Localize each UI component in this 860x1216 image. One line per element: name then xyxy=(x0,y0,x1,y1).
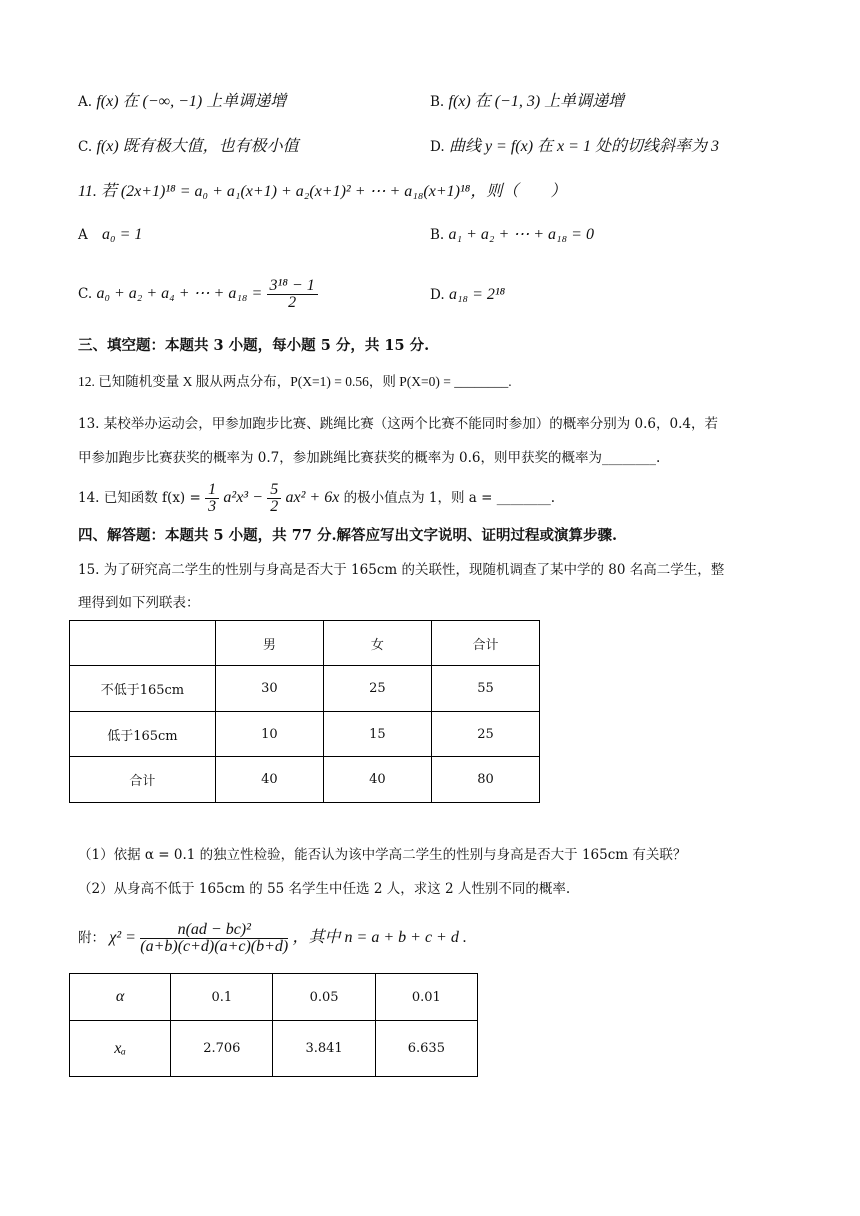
fraction xyxy=(267,482,281,515)
choice-10-d xyxy=(430,137,719,157)
table-cell: 40 xyxy=(323,757,431,803)
question-14 xyxy=(78,478,555,518)
table-cell: 25 xyxy=(431,712,539,757)
fraction xyxy=(205,482,219,515)
table-cell: 男 xyxy=(215,621,323,666)
table-cell: xₐ xyxy=(70,1021,171,1077)
choice-11-c xyxy=(78,274,318,314)
fraction-denominator: 3 xyxy=(208,498,217,515)
choice-letter: C. xyxy=(78,139,93,155)
question-13-line2: 甲参加跑步比赛获奖的概率为 0.7，参加跳绳比赛获奖的概率为 0.6，则甲获奖的概率为________. xyxy=(78,450,661,466)
table-cell: 0.01 xyxy=(375,974,477,1021)
table-cell: 55 xyxy=(431,666,539,712)
contingency-table xyxy=(69,620,540,803)
fraction-numerator: n(ad − bc)² xyxy=(140,922,288,939)
table-cell: 10 xyxy=(215,712,323,757)
fraction-numerator: 1 xyxy=(205,482,219,499)
table-cell: 40 xyxy=(215,757,323,803)
fraction xyxy=(140,922,288,955)
table-cell: 6.635 xyxy=(375,1021,477,1077)
choice-10-a xyxy=(78,92,286,112)
question-14-term: ax² + 6x xyxy=(285,489,340,506)
table-cell: 15 xyxy=(323,712,431,757)
choice-text: f(x) 在 (−1, 3) 上单调递增 xyxy=(448,93,625,110)
choice-letter: C. xyxy=(78,286,93,302)
choice-letter: A. xyxy=(78,94,93,110)
choice-11-a xyxy=(78,225,142,245)
choice-text: a₁₈ = 2¹⁸ xyxy=(448,286,506,303)
table-cell: α xyxy=(70,974,171,1021)
formula-lhs: χ² = xyxy=(109,929,136,946)
table-cell: 合计 xyxy=(431,621,539,666)
question-12-text: 12. 已知随机变量 X 服从两点分布，P(X=1) = 0.56，则 P(X=0) = ________. xyxy=(78,374,512,389)
question-15-part2: （2）从身高不低于 165cm 的 55 名学生中任选 2 人，求这 2 人性别不同的概率. xyxy=(78,881,571,897)
choice-letter: B. xyxy=(430,94,445,110)
table-cell: 不低于165cm xyxy=(70,666,216,712)
question-13-line1: 13. 某校举办运动会，甲参加跑步比赛、跳绳比赛（这两个比赛不能同时参加）的概率分别为 0.6，0.4，若 xyxy=(78,416,718,432)
choice-text: f(x) 在 (−∞, −1) 上单调递增 xyxy=(96,93,287,110)
table-cell: 2.706 xyxy=(171,1021,273,1077)
table-cell: 女 xyxy=(323,621,431,666)
choice-text: a₀ = 1 xyxy=(102,226,143,243)
table-cell: 0.1 xyxy=(171,974,273,1021)
question-11-text: 11. 若 (2x+1)¹⁸ = a₀ + a₁(x+1) + a₂(x+1)² + ⋯ + a₁₈(x+1)¹⁸，则（ ） xyxy=(78,183,567,200)
choice-10-b xyxy=(430,92,624,112)
table-cell xyxy=(70,621,216,666)
table-row xyxy=(70,974,478,1021)
fraction-numerator: 3¹⁸ − 1 xyxy=(267,278,318,295)
choice-text: f(x) 既有极大值，也有极小值 xyxy=(96,138,299,155)
fraction xyxy=(267,278,318,311)
choice-10-c xyxy=(78,137,299,157)
table-cell: 低于165cm xyxy=(70,712,216,757)
fraction-denominator: 2 xyxy=(270,498,279,515)
table-row xyxy=(70,1021,478,1077)
question-15-line1: 15. 为了研究高二学生的性别与身高是否大于 165cm 的关联性，现随机调查了某中学的 80 名高二学生，整 xyxy=(78,562,725,578)
question-14-prefix: 14. 已知函数 f(x) = xyxy=(78,490,201,506)
table-row xyxy=(70,666,540,712)
question-12 xyxy=(78,372,512,392)
table-cell: 30 xyxy=(215,666,323,712)
choice-text: a₀ + a₂ + a₄ + ⋯ + a₁₈ = xyxy=(96,285,263,302)
choice-letter: D. xyxy=(430,287,445,303)
question-11-stem xyxy=(78,182,566,202)
choice-text: a₁ + a₂ + ⋯ + a₁₈ = 0 xyxy=(448,226,594,243)
table-cell: 3.841 xyxy=(273,1021,375,1077)
critical-value-table xyxy=(69,973,478,1077)
table-cell: 合计 xyxy=(70,757,216,803)
question-14-suffix: 的极小值点为 1，则 a = ________. xyxy=(343,490,555,506)
question-15-part1: （1）依据 α = 0.1 的独立性检验，能否认为该中学高二学生的性别与身高是否大于 165cm 有关联？ xyxy=(78,847,687,863)
formula-rest: ，其中 n = a + b + c + d . xyxy=(292,929,467,946)
choice-11-d xyxy=(430,285,505,305)
fraction-denominator: (a+b)(c+d)(a+c)(b+d) xyxy=(140,938,289,955)
fraction-denominator: 2 xyxy=(288,294,297,311)
table-row xyxy=(70,712,540,757)
choice-11-b xyxy=(430,225,594,245)
question-14-term: a²x³ − xyxy=(223,489,263,506)
choice-letter: B. xyxy=(430,227,445,243)
section-heading: 四、解答题：本题共 5 小题，共 77 分.解答应写出文字说明、证明过程或演算步骤. xyxy=(78,527,618,544)
table-cell: 80 xyxy=(431,757,539,803)
choice-letter: A xyxy=(78,227,88,243)
section-heading: 三、填空题：本题共 3 小题，每小题 5 分，共 15 分. xyxy=(78,337,430,354)
choice-text: 曲线 y = f(x) 在 x = 1 处的切线斜率为 3 xyxy=(448,138,719,155)
table-header-row xyxy=(70,621,540,666)
table-cell: 25 xyxy=(323,666,431,712)
appendix-label: 附： xyxy=(78,930,105,946)
fraction-numerator: 5 xyxy=(267,482,281,499)
table-row xyxy=(70,757,540,803)
appendix-formula xyxy=(78,914,467,962)
question-15-line2: 理得到如下列联表： xyxy=(78,595,200,611)
choice-letter: D. xyxy=(430,139,445,155)
table-cell: 0.05 xyxy=(273,974,375,1021)
